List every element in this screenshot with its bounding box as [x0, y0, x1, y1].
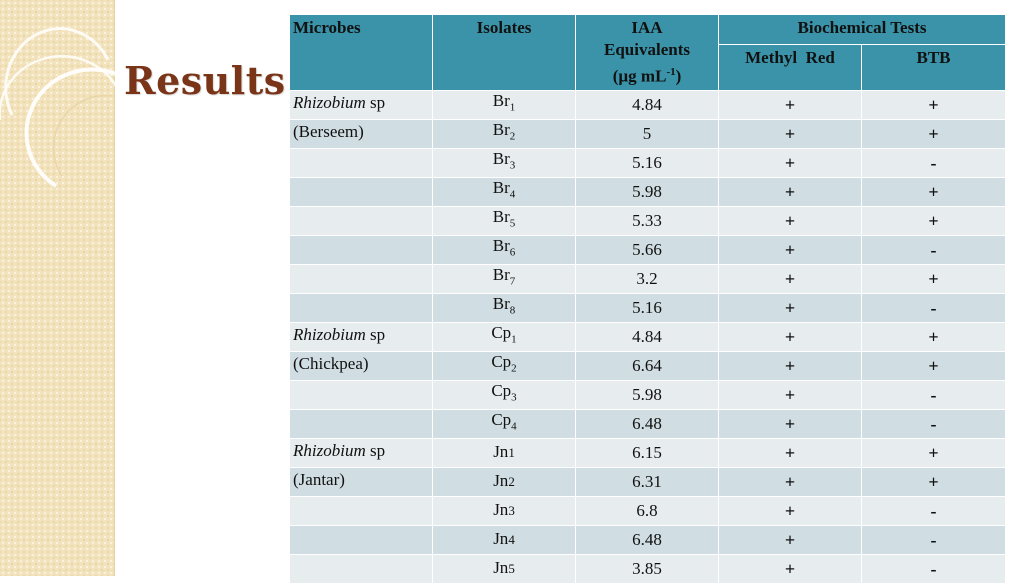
table-row — [290, 148, 1006, 177]
isolate-cell — [433, 554, 576, 583]
microbe-cell — [290, 496, 433, 525]
microbe-host: (Chickpea) — [293, 353, 369, 373]
header-biochemical-tests: Biochemical Tests — [719, 15, 1006, 45]
isolate-number: 4 — [511, 420, 517, 433]
isolate-code: Br — [492, 265, 510, 285]
microbe-host: (Berseem) — [293, 121, 364, 141]
table-row — [290, 119, 1006, 148]
header-iaa-equivalents — [576, 15, 719, 91]
table-row — [290, 206, 1006, 235]
methyl-red-result: + — [719, 90, 862, 119]
table-row — [290, 438, 1006, 467]
isolate-cell — [433, 264, 576, 293]
isolate-number: 3 — [511, 391, 517, 404]
table-row — [290, 525, 1006, 554]
iaa-value-cell: 6.64 — [576, 351, 719, 380]
iaa-value-cell: 6.48 — [576, 525, 719, 554]
isolate-cell — [433, 496, 576, 525]
isolate-cell — [433, 206, 576, 235]
isolate-cell — [433, 467, 576, 496]
btb-result: + — [862, 90, 1006, 119]
iaa-value-cell: 5.66 — [576, 235, 719, 264]
isolate-cell — [433, 380, 576, 409]
isolate-code: Cp — [491, 410, 512, 430]
isolate-cell — [433, 409, 576, 438]
microbe-genus: Rhizobium — [293, 324, 366, 344]
header-iaa-line2: Equivalents — [604, 40, 690, 59]
decorative-rings — [0, 0, 140, 200]
header-iaa-unit-suffix: ) — [675, 66, 682, 86]
methyl-red-result: + — [719, 293, 862, 322]
isolate-cell — [433, 525, 576, 554]
isolate-number: 5 — [509, 217, 516, 230]
btb-result: - — [862, 554, 1006, 583]
isolate-number: 2 — [509, 130, 516, 143]
microbe-cell — [290, 90, 433, 119]
table-row — [290, 293, 1006, 322]
methyl-red-result: + — [719, 322, 862, 351]
iaa-value-cell: 6.48 — [576, 409, 719, 438]
page-title: Results — [124, 58, 286, 103]
table-row — [290, 177, 1006, 206]
btb-result: - — [862, 148, 1006, 177]
header-iaa-unit-prefix: (µg mL — [612, 66, 667, 86]
methyl-red-result: + — [719, 119, 862, 148]
isolate-code: Cp — [491, 381, 512, 401]
isolate-code: Jn — [493, 558, 509, 578]
methyl-red-result: + — [719, 264, 862, 293]
iaa-value-cell: 3.85 — [576, 554, 719, 583]
btb-result: + — [862, 264, 1006, 293]
isolate-number: 2 — [511, 362, 517, 375]
isolate-code: Br — [492, 236, 510, 256]
table-row — [290, 235, 1006, 264]
microbe-genus: Rhizobium — [293, 440, 366, 460]
isolate-code: Jn — [493, 529, 509, 549]
isolate-number: 6 — [509, 246, 516, 259]
table-row — [290, 90, 1006, 119]
iaa-value-cell: 6.15 — [576, 438, 719, 467]
header-isolates: Isolates — [433, 15, 576, 91]
isolate-cell — [433, 177, 576, 206]
header-iaa-line1: IAA — [631, 18, 663, 37]
microbe-host: (Jantar) — [293, 469, 345, 489]
microbe-species: sp — [365, 92, 386, 112]
microbe-cell — [290, 438, 433, 467]
microbe-cell — [290, 351, 433, 380]
microbe-species: sp — [365, 440, 386, 460]
isolate-cell — [433, 438, 576, 467]
isolate-cell — [433, 322, 576, 351]
table-row — [290, 554, 1006, 583]
btb-result: + — [862, 177, 1006, 206]
methyl-red-result: + — [719, 177, 862, 206]
iaa-value-cell: 6.8 — [576, 496, 719, 525]
btb-result: - — [862, 380, 1006, 409]
isolate-number: 5 — [508, 561, 515, 577]
iaa-value-cell: 5.16 — [576, 148, 719, 177]
methyl-red-result: + — [719, 554, 862, 583]
btb-result: - — [862, 235, 1006, 264]
header-iaa-unit-exp: -1 — [666, 66, 676, 78]
table-row — [290, 322, 1006, 351]
isolate-cell — [433, 119, 576, 148]
microbe-species: sp — [365, 324, 386, 344]
microbe-cell — [290, 380, 433, 409]
microbe-cell — [290, 293, 433, 322]
microbe-cell — [290, 177, 433, 206]
isolate-number: 3 — [509, 159, 516, 172]
microbe-cell — [290, 206, 433, 235]
btb-result: + — [862, 119, 1006, 148]
microbe-cell — [290, 467, 433, 496]
btb-result: - — [862, 293, 1006, 322]
methyl-red-result: + — [719, 351, 862, 380]
btb-result: + — [862, 438, 1006, 467]
table-header-row — [290, 15, 1006, 45]
isolate-code: Jn — [493, 442, 509, 462]
btb-result: - — [862, 496, 1006, 525]
isolate-number: 1 — [511, 333, 517, 346]
microbe-cell — [290, 554, 433, 583]
methyl-red-result: + — [719, 380, 862, 409]
microbe-cell — [290, 525, 433, 554]
isolate-code: Br — [492, 120, 510, 140]
isolate-number: 4 — [508, 532, 515, 548]
btb-result: + — [862, 467, 1006, 496]
isolate-code: Jn — [493, 471, 509, 491]
isolate-number: 3 — [508, 503, 515, 519]
btb-result: + — [862, 206, 1006, 235]
microbe-cell — [290, 409, 433, 438]
methyl-red-result: + — [719, 235, 862, 264]
isolate-code: Br — [492, 91, 510, 111]
isolate-cell — [433, 235, 576, 264]
header-btb: BTB — [862, 45, 1006, 91]
microbe-genus: Rhizobium — [293, 92, 366, 112]
methyl-red-result: + — [719, 148, 862, 177]
iaa-value-cell: 5 — [576, 119, 719, 148]
iaa-value-cell: 4.84 — [576, 90, 719, 119]
table-row — [290, 409, 1006, 438]
table-row — [290, 496, 1006, 525]
isolate-code: Cp — [491, 352, 512, 372]
isolate-number: 8 — [509, 304, 516, 317]
iaa-value-cell: 5.98 — [576, 177, 719, 206]
table-row — [290, 351, 1006, 380]
iaa-value-cell: 5.33 — [576, 206, 719, 235]
table-row — [290, 264, 1006, 293]
isolate-cell — [433, 293, 576, 322]
isolate-code: Cp — [491, 323, 512, 343]
isolate-code: Br — [492, 207, 510, 227]
methyl-red-result: + — [719, 206, 862, 235]
btb-result: - — [862, 525, 1006, 554]
isolate-code: Br — [492, 294, 510, 314]
methyl-red-result: + — [719, 467, 862, 496]
microbe-cell — [290, 322, 433, 351]
btb-result: - — [862, 409, 1006, 438]
isolate-code: Jn — [493, 500, 509, 520]
results-table — [289, 14, 1006, 584]
microbe-cell — [290, 235, 433, 264]
table-row — [290, 467, 1006, 496]
isolate-cell — [433, 148, 576, 177]
isolate-number: 1 — [509, 101, 516, 114]
methyl-red-result: + — [719, 496, 862, 525]
methyl-red-result: + — [719, 525, 862, 554]
isolate-number: 2 — [508, 474, 515, 490]
microbe-cell — [290, 264, 433, 293]
isolate-code: Br — [492, 149, 510, 169]
iaa-value-cell: 5.16 — [576, 293, 719, 322]
isolate-number: 4 — [509, 188, 516, 201]
header-microbes: Microbes — [290, 15, 433, 91]
isolate-code: Br — [492, 178, 510, 198]
isolate-number: 1 — [508, 445, 515, 461]
methyl-red-result: + — [719, 409, 862, 438]
header-methyl-red-label: Methyl Red — [745, 48, 835, 67]
microbe-cell — [290, 119, 433, 148]
methyl-red-result: + — [719, 438, 862, 467]
isolate-cell — [433, 90, 576, 119]
iaa-value-cell: 5.98 — [576, 380, 719, 409]
btb-result: + — [862, 351, 1006, 380]
iaa-value-cell: 3.2 — [576, 264, 719, 293]
iaa-value-cell: 4.84 — [576, 322, 719, 351]
isolate-cell — [433, 351, 576, 380]
header-methyl-red — [719, 45, 862, 91]
btb-result: + — [862, 322, 1006, 351]
iaa-value-cell: 6.31 — [576, 467, 719, 496]
isolate-number: 7 — [509, 275, 516, 288]
table-row — [290, 380, 1006, 409]
microbe-cell — [290, 148, 433, 177]
